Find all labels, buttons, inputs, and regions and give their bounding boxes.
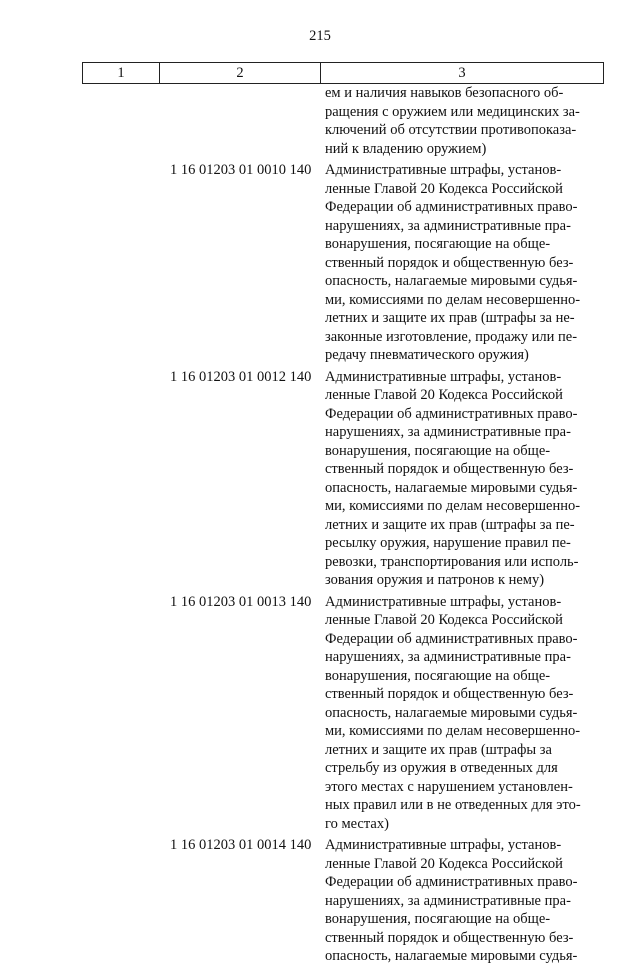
budget-code: 1 16 01203 01 0010 140 [170,162,312,178]
text-line: ных правил или в не отведенных для это- [325,797,581,813]
table-row [0,368,640,590]
text-line: ственный порядок и общественную без- [325,254,574,271]
text-line: ревозки, транспортирования или исполь- [325,553,579,570]
row-description [325,84,597,158]
text-line: редачу пневматического оружия) [325,347,529,363]
text-line: летних и защите их прав (штрафы за не- [325,310,575,326]
text-line: летних и защите их прав (штрафы за пе- [325,516,575,533]
text-line: Административные штрафы, установ- [325,162,562,178]
text-line: опасность, налагаемые мировыми судья- [325,704,578,721]
text-line: ем и наличия навыков безопасного об- [325,85,564,101]
table-row [0,593,640,834]
text-line: этого местах с нарушением установлен- [325,778,573,795]
text-line: нарушениях, за административные пра- [325,649,571,665]
text-line: нарушениях, за административные пра- [325,892,571,909]
text-line: нарушениях, за административные пра- [325,217,571,234]
text-line: Федерации об административных право- [325,630,578,647]
text-line: опасность, налагаемые мировыми судья- [325,273,578,289]
text-line: вонарушения, посягающие на обще- [325,667,551,684]
budget-code: 1 16 01203 01 0014 140 [170,837,312,853]
text-line: ленные Главой 20 Кодекса Российской [325,180,563,197]
row-description [325,593,597,834]
budget-code: 1 16 01203 01 0013 140 [170,593,312,610]
text-line: Административные штрафы, установ- [325,593,562,610]
budget-code: 1 16 01203 01 0012 140 [170,368,312,385]
text-line: опасность, налагаемые мировыми судья- [325,948,578,964]
text-line: ми, комиссиями по делам несовершенно- [325,291,581,308]
text-line: ращения с оружием или медицинских за- [325,103,580,120]
text-line: законные изготовление, продажу или пе- [325,328,578,345]
column-header-1: 1 [83,63,160,84]
text-line: вонарушения, посягающие на обще- [325,442,551,459]
text-line: ленные Главой 20 Кодекса Российской [325,612,563,628]
text-line: стрельбу из оружия в отведенных для [325,760,558,776]
text-line: го местах) [325,815,389,832]
text-line: вонарушения, посягающие на обще- [325,236,551,252]
text-line: ственный порядок и общественную без- [325,686,574,702]
text-line: ний к владению оружием) [325,140,487,157]
text-line: ресылку оружия, нарушение правил пе- [325,535,571,551]
text-line: ми, комиссиями по делам несовершенно- [325,498,581,514]
table-row [0,84,640,158]
text-line: ленные Главой 20 Кодекса Российской [325,387,563,403]
text-line: Административные штрафы, установ- [325,837,562,853]
row-description [325,836,597,966]
page-number: 215 [309,28,331,44]
text-line: ми, комиссиями по делам несовершенно- [325,723,581,739]
text-line: ственный порядок и общественную без- [325,929,574,946]
text-line: опасность, налагаемые мировыми судья- [325,479,578,496]
text-line: вонарушения, посягающие на обще- [325,911,551,927]
column-header-2: 2 [160,63,321,84]
text-line: Федерации об административных право- [325,405,578,422]
text-line: ственный порядок и общественную без- [325,461,574,477]
text-line: Федерации об административных право- [325,874,578,890]
text-line: Административные штрафы, установ- [325,368,562,385]
table-body [0,84,640,966]
row-description [325,161,597,365]
text-line: Федерации об административных право- [325,199,578,215]
text-line: зования оружия и патронов к нему) [325,572,545,588]
text-line: нарушениях, за административные пра- [325,424,571,440]
column-header-3: 3 [321,63,604,84]
row-description [325,368,597,590]
text-line: летних и защите их прав (штрафы за [325,741,552,758]
table-row [0,836,640,966]
table-header [82,62,604,84]
table-row [0,161,640,365]
text-line: ключений об отсутствии противопоказа- [325,122,577,138]
text-line: ленные Главой 20 Кодекса Российской [325,855,563,872]
